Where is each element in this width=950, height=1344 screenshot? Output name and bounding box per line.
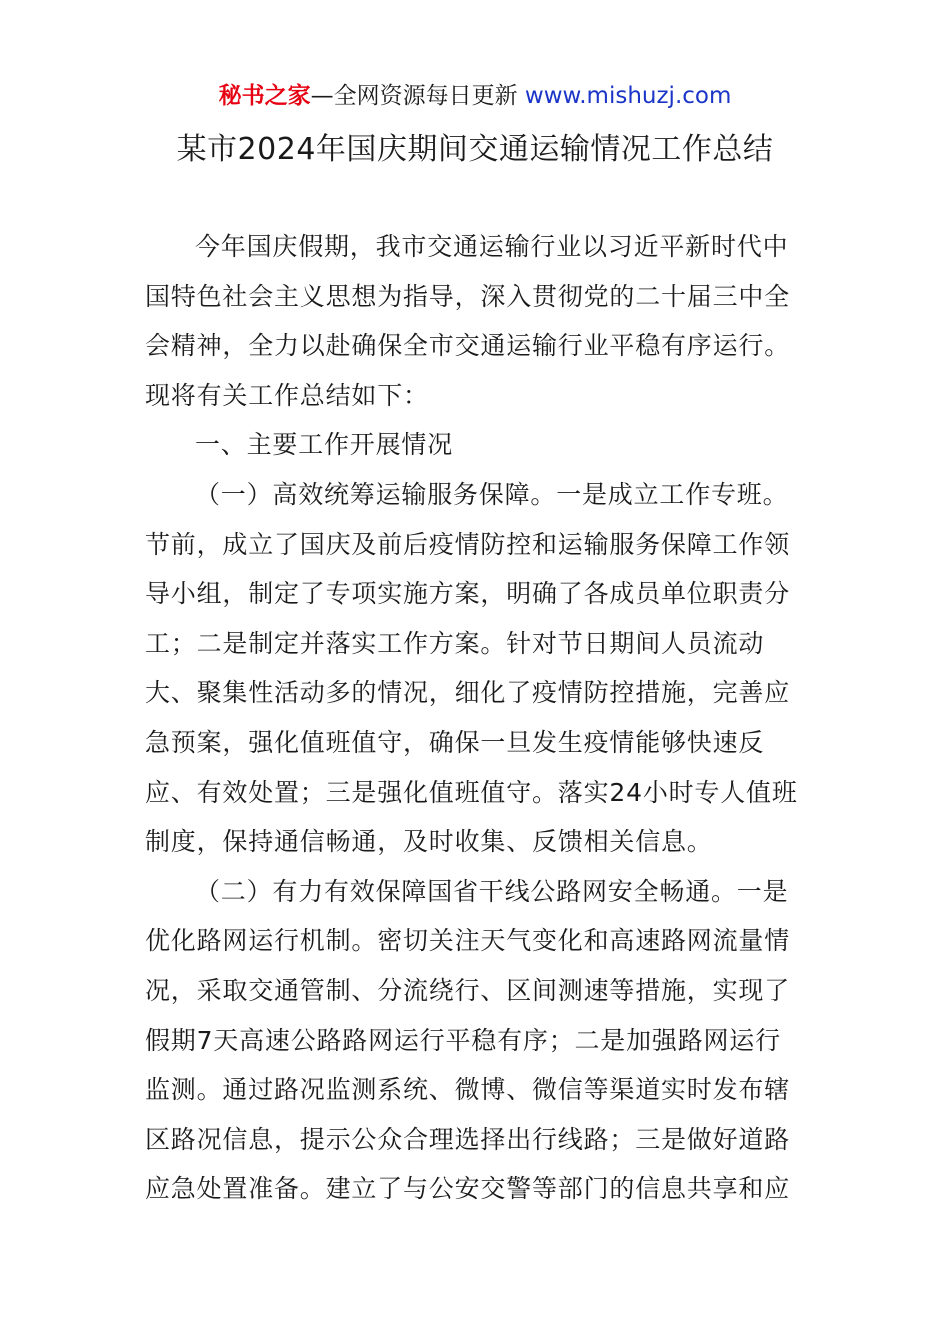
document-title: 某市2024年国庆期间交通运输情况工作总结	[176, 132, 774, 167]
paragraph-line: 应急处置准备。建立了与公安交警等部门的信息共享和应	[145, 1174, 791, 1204]
paragraph-line: 制度，保持通信畅通，及时收集、反馈相关信息。	[145, 827, 713, 857]
paragraph-line: 工；二是制定并落实工作方案。针对节日期间人员流动	[145, 628, 765, 658]
paragraph-line: 现将有关工作总结如下：	[145, 380, 429, 410]
paragraph-line: 节前，成立了国庆及前后疫情防控和运输服务保障工作领	[145, 529, 791, 559]
document-body	[145, 222, 810, 1214]
section-heading: 一、主要工作开展情况	[195, 430, 454, 460]
paragraph-line: 会精神，全力以赴确保全市交通运输行业平稳有序运行。	[145, 331, 791, 361]
paragraph-line: 优化路网运行机制。密切关注天气变化和高速路网流量情	[145, 926, 791, 956]
paragraph-line: （二）有力有效保障国省干线公路网安全畅通。一是	[195, 876, 789, 906]
paragraph-line: （一）高效统筹运输服务保障。一是成立工作专班。	[195, 479, 789, 509]
site-url-link[interactable]: www.mishuzj.com	[524, 83, 732, 109]
site-header	[0, 80, 950, 112]
paragraph-line: 今年国庆假期，我市交通运输行业以习近平新时代中	[195, 232, 789, 261]
paragraph-line: 况，采取交通管制、分流绕行、区间测速等措施，实现了	[145, 975, 791, 1005]
paragraph-line: 假期7天高速公路路网运行平稳有序；二是加强路网运行	[145, 1025, 781, 1055]
site-tagline: —全网资源每日更新	[310, 83, 518, 109]
site-brand: 秘书之家	[218, 83, 311, 109]
paragraph-line: 区路况信息，提示公众合理选择出行线路；三是做好道路	[145, 1124, 791, 1154]
paragraph-line: 监测。通过路况监测系统、微博、微信等渠道实时发布辖	[145, 1075, 791, 1105]
paragraph-line: 大、聚集性活动多的情况，细化了疫情防控措施，完善应	[145, 678, 791, 708]
paragraph-line: 国特色社会主义思想为指导，深入贯彻党的二十届三中全	[145, 281, 791, 311]
paragraph-line: 应、有效处置；三是强化值班值守。落实24小时专人值班	[145, 777, 798, 807]
paragraph-line: 导小组，制定了专项实施方案，明确了各成员单位职责分	[145, 579, 791, 609]
paragraph-line: 急预案，强化值班值守，确保一旦发生疫情能够快速反	[145, 727, 765, 757]
